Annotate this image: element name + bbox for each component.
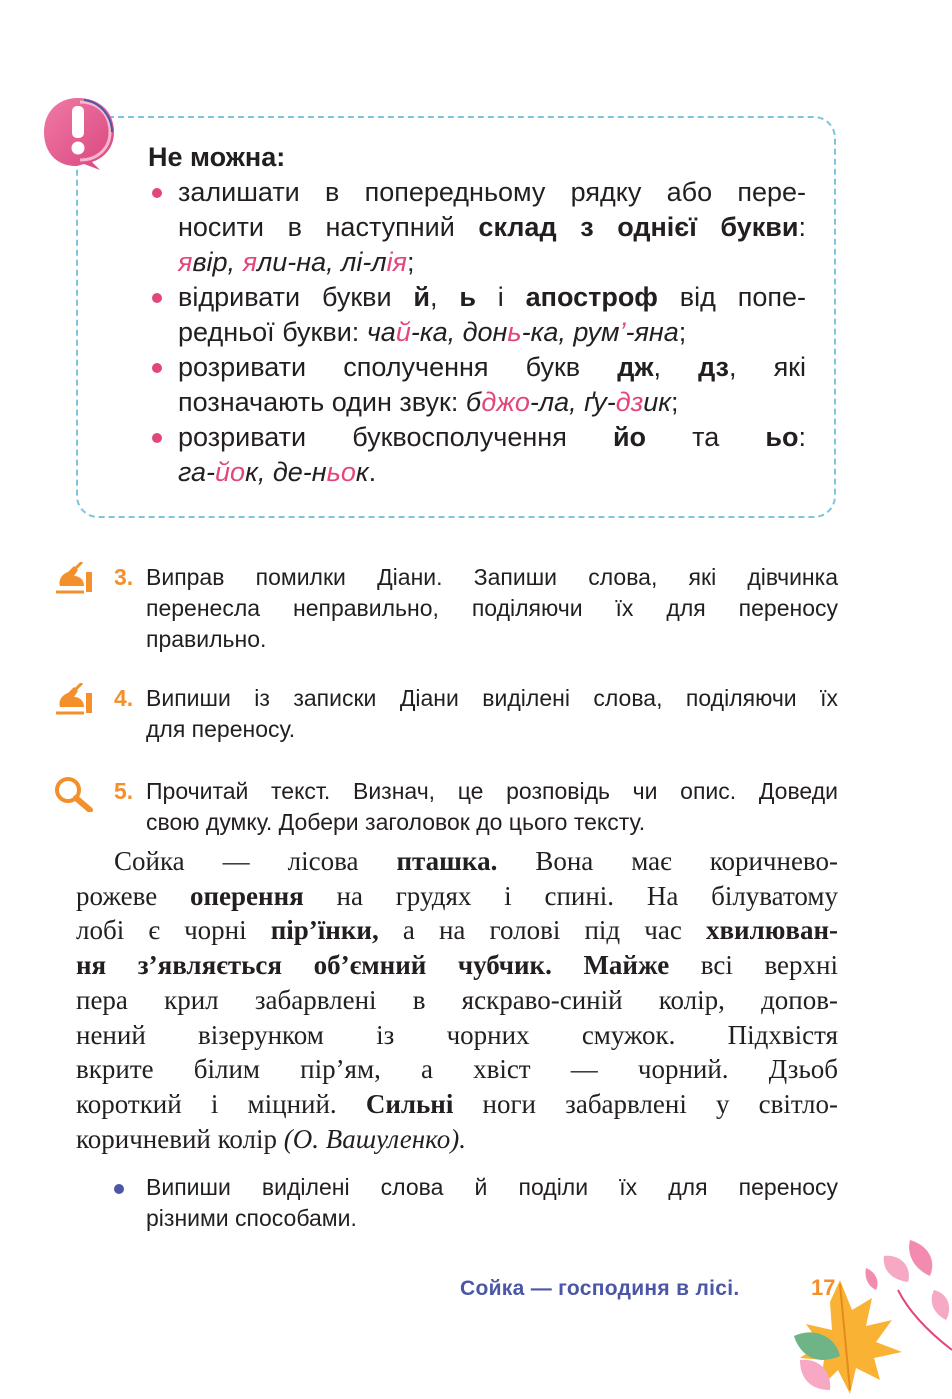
- autumn-leaves-icon: [780, 1240, 952, 1394]
- text-run: ьо: [326, 457, 356, 487]
- text-run: відривати букви: [178, 282, 414, 312]
- text-run: редньої букви:: [178, 317, 367, 347]
- text-run: Сильні: [365, 1088, 454, 1119]
- task-line: Випиши із записки Діани виділені слова, поділяючи їх: [146, 685, 838, 711]
- text-run: від попе-: [657, 282, 806, 312]
- task-line: Прочитай текст. Визнач, це розповідь чи опис. Доведи: [146, 778, 838, 804]
- task-line: правильно.: [146, 626, 267, 652]
- story-line: [76, 844, 838, 879]
- page-number: 17: [811, 1275, 836, 1300]
- task-line: Виправ помилки Діани. Запиши слова, які дівчинка: [146, 564, 838, 590]
- text-run: ;: [678, 317, 687, 347]
- text-run: я: [178, 247, 193, 277]
- text-run: рожеве: [76, 880, 190, 911]
- text-run: .: [368, 457, 377, 487]
- text-run: ,: [653, 352, 699, 382]
- task-line: свою думку. Добери заголовок до цього тексту.: [146, 809, 646, 835]
- story-line: [76, 1052, 838, 1087]
- text-run: ча: [366, 317, 396, 347]
- text-run: ;: [406, 247, 415, 277]
- text-run: хвилюван-: [705, 915, 838, 946]
- task-number: 5.: [114, 778, 134, 804]
- task-text: [146, 562, 838, 655]
- text-run: розривати буквосполучення: [178, 422, 613, 452]
- story-line: [76, 1087, 838, 1122]
- rule-line: [178, 210, 806, 245]
- rule-line: [178, 315, 806, 350]
- text-run: склад з однієї букви: [478, 212, 799, 242]
- text-run: залишати в попередньому рядку або пере-: [178, 177, 806, 207]
- task-number: 4.: [114, 685, 134, 711]
- rule-line: [178, 385, 806, 420]
- text-run: пір’їнки,: [270, 915, 379, 946]
- text-run: пера крил забарвлені в яскраво-синій колір, допов-: [76, 984, 838, 1015]
- text-run: ’: [619, 317, 626, 347]
- text-run: -яна: [625, 317, 679, 347]
- rule-item: [148, 420, 806, 490]
- text-run: лобі є чорні: [76, 915, 271, 946]
- text-run: Сойка — лісова: [114, 846, 397, 876]
- text-run: -ка, рум: [521, 317, 620, 347]
- text-run: позначають один звук:: [178, 387, 466, 417]
- text-run: га-: [178, 457, 216, 487]
- bullet-dot-icon: [114, 1184, 124, 1194]
- bullet-dot-icon: [152, 188, 162, 198]
- task-line: для переносу.: [146, 716, 296, 742]
- text-run: пташка.: [396, 846, 498, 876]
- text-run: розривати сполучення букв: [178, 352, 618, 382]
- bullet-dot-icon: [152, 293, 162, 303]
- text-run: :: [798, 422, 806, 452]
- text-run: (О. Вашуленко).: [283, 1123, 467, 1154]
- subtask-text: [146, 1172, 838, 1234]
- rule-line: [178, 420, 806, 455]
- text-run: -ла, ґу-: [529, 387, 616, 417]
- rule-line: [178, 175, 806, 210]
- text-run: дз: [698, 352, 729, 382]
- writing-hand-icon: [52, 683, 96, 725]
- rule-item: [148, 175, 806, 280]
- text-run: ія: [386, 247, 407, 277]
- text-run: ь: [507, 317, 522, 347]
- text-run: і: [475, 282, 526, 312]
- text-run: йо: [612, 422, 647, 452]
- text-run: всі верхні: [669, 950, 838, 981]
- rule-title: Не можна:: [148, 142, 286, 172]
- task-text: [146, 776, 838, 838]
- subtask-line: різними способами.: [146, 1205, 357, 1231]
- story-line: [76, 1018, 838, 1053]
- text-run: дз: [615, 387, 644, 417]
- text-run: ик: [643, 387, 672, 417]
- text-run: вір,: [192, 247, 243, 277]
- text-run: к, де-н: [245, 457, 327, 487]
- footer-title: Сойка — господиня в лісі.: [460, 1277, 740, 1300]
- rule-line: [178, 350, 806, 385]
- text-run: коричневий колір: [76, 1123, 284, 1154]
- text-run: б: [465, 387, 482, 417]
- text-run: ,: [430, 282, 460, 312]
- task-text: [146, 683, 838, 745]
- text-run: оперення: [189, 880, 304, 911]
- text-run: -ка, дон: [410, 317, 508, 347]
- text-run: вкрите білим пір’ям, а хвіст — чорний. Дзьоб: [76, 1054, 838, 1085]
- task-number: 3.: [114, 564, 134, 590]
- text-run: й: [413, 282, 430, 312]
- story-line: [76, 913, 838, 948]
- bullet-dot-icon: [152, 433, 162, 443]
- rule-item: [148, 280, 806, 350]
- text-run: джо: [481, 387, 530, 417]
- text-run: ьо: [765, 422, 799, 452]
- story-line: [76, 948, 838, 983]
- story-line: [76, 983, 838, 1018]
- task-line: перенесла неправильно, поділяючи їх для переносу: [146, 595, 838, 621]
- rule-content: [148, 140, 806, 490]
- text-run: ноги забарвлені у світло-: [453, 1088, 838, 1119]
- text-run: короткий і міцний.: [76, 1088, 366, 1119]
- rule-line: [178, 280, 806, 315]
- text-run: Вона має коричнево-: [497, 846, 838, 876]
- rule-line: [178, 245, 806, 280]
- text-run: ли-на, лі-л: [257, 247, 387, 277]
- text-run: та: [646, 422, 766, 452]
- rule-list: [148, 175, 806, 490]
- text-run: к: [355, 457, 369, 487]
- text-run: , які: [728, 352, 806, 382]
- story-line: [76, 879, 838, 914]
- magnifier-icon: [52, 776, 96, 820]
- text-run: ня з’являється об’ємний чубчик. Майже: [76, 950, 670, 981]
- exclamation-icon: [40, 92, 120, 172]
- story-text: [76, 844, 838, 1156]
- text-run: дж: [617, 352, 654, 382]
- text-run: :: [798, 212, 806, 242]
- story-line: [76, 1122, 838, 1157]
- text-run: а на голові під час: [378, 915, 706, 946]
- text-run: носити в наступний: [178, 212, 479, 242]
- writing-hand-icon: [52, 562, 96, 604]
- text-run: апостроф: [525, 282, 658, 312]
- text-run: й: [395, 317, 411, 347]
- text-run: ;: [671, 387, 679, 417]
- bullet-dot-icon: [152, 363, 162, 373]
- text-run: я: [242, 247, 257, 277]
- rule-line: [178, 455, 806, 490]
- text-run: ь: [459, 282, 476, 312]
- subtask-line: Випиши виділені слова й поділи їх для переносу: [146, 1174, 838, 1200]
- text-run: йо: [215, 457, 246, 487]
- text-run: нений візерунком із чорних смужок. Підхвістя: [76, 1019, 838, 1050]
- text-run: на грудях і спині. На білуватому: [303, 880, 838, 911]
- rule-item: [148, 350, 806, 420]
